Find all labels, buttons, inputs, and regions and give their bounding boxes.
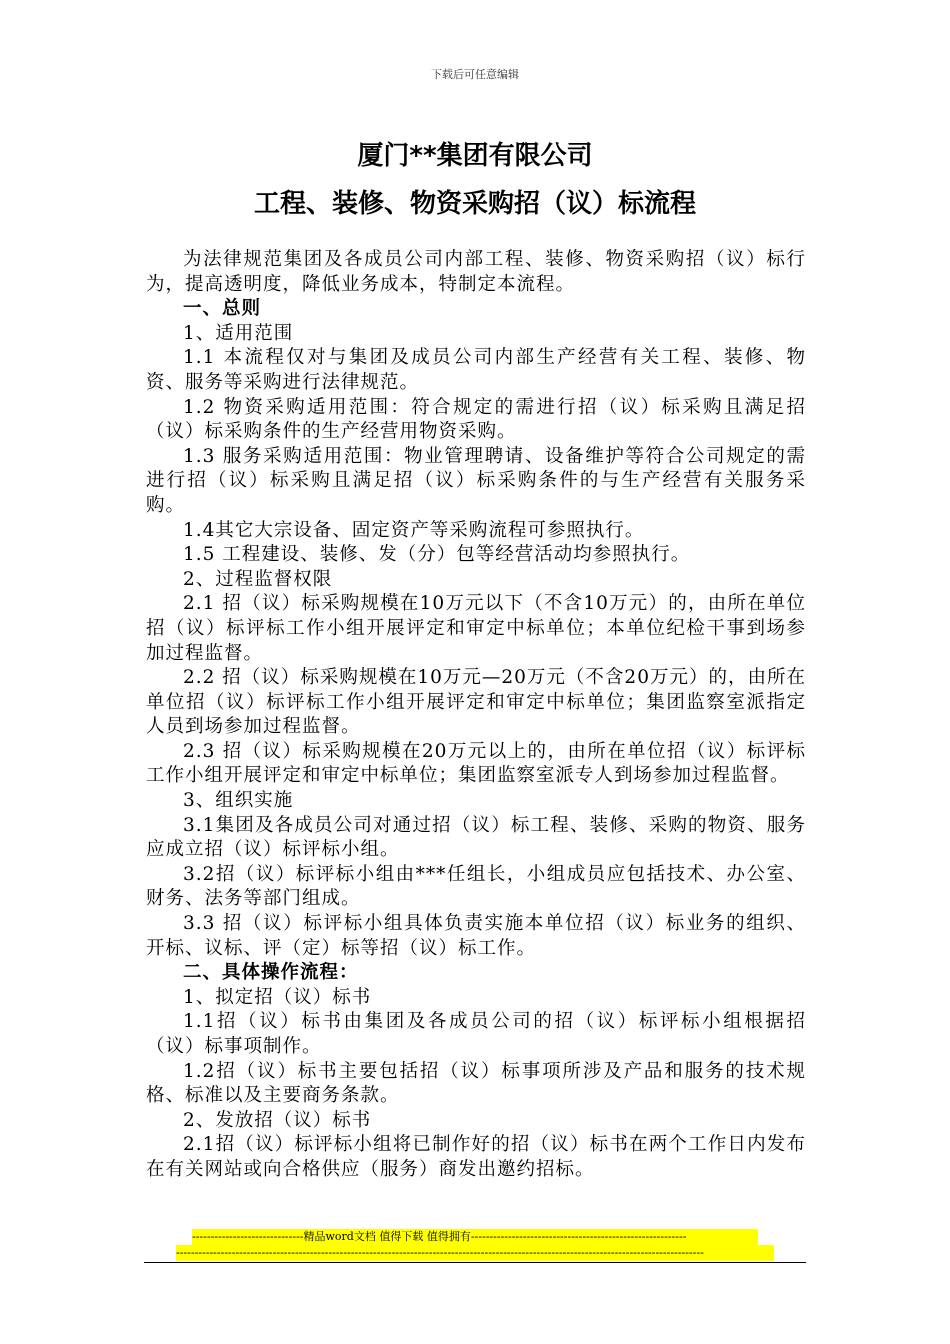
- body-paragraph: 2.2 招（议）标采购规模在10万元—20万元（不含20万元）的，由所在单位招（议）标评标工作小组开展评定和审定中标单位；集团监察室派指定人员到场参加过程监督。: [146, 667, 806, 738]
- subsection-heading: 3、组织实施: [183, 790, 294, 812]
- footer-banner: [176, 1229, 774, 1261]
- subsection-heading: 2、发放招（议）标书: [183, 1109, 372, 1131]
- header-note: 下载后可任意编辑: [431, 68, 519, 81]
- subsection-heading: 1、拟定招（议）标书: [183, 986, 372, 1008]
- body-paragraph: 3.1集团及各成员公司对通过招（议）标工程、装修、采购的物资、服务应成立招（议）标评标小组。: [146, 814, 806, 861]
- section-heading: 一、总则: [183, 298, 262, 320]
- body-paragraph: 1.3 服务采购适用范围：物业管理聘请、设备维护等符合公司规定的需进行招（议）标采购且满足招（议）标采购条件的与生产经营有关服务采购。: [146, 445, 806, 516]
- body-paragraph: 3.2招（议）标评标小组由***任组长，小组成员应包括技术、办公室、财务、法务等部门组成。: [146, 863, 806, 910]
- document-title-subject: 工程、装修、物资采购招（议）标流程: [253, 189, 696, 219]
- body-paragraph: 2.1 招（议）标采购规模在10万元以下（不含10万元）的，由所在单位招（议）标评标工作小组开展评定和审定中标单位；本单位纪检干事到场参加过程监督。: [146, 593, 806, 664]
- body-paragraph: 2.1招（议）标评标小组将已制作好的招（议）标书在两个工作日内发布在有关网站或向合格供应（服务）商发出邀约招标。: [146, 1134, 806, 1180]
- subsection-heading: 2、过程监督权限: [183, 568, 333, 590]
- body-paragraph: 为法律规范集团及各成员公司内部工程、装修、物资采购招（议）标行为，提高透明度，降低业务成本，特制定本流程。: [146, 249, 806, 295]
- body-paragraph: 1.1招（议）标书由集团及各成员公司的招（议）标评标小组根据招（议）标事项制作。: [146, 1011, 806, 1057]
- footer-rule: [144, 1262, 806, 1263]
- body-paragraph: 1.5 工程建设、装修、发（分）包等经营活动均参照执行。: [183, 544, 691, 566]
- body-paragraph: 1.1 本流程仅对与集团及成员公司内部生产经营有关工程、装修、物资、服务等采购进行法律规范。: [146, 347, 806, 393]
- body-paragraph: 2.3 招（议）标采购规模在20万元以上的，由所在单位招（议）标评标工作小组开展评定和审定中标单位；集团监察室派专人到场参加过程监督。: [146, 740, 806, 787]
- document-title-company: 厦门**集团有限公司: [357, 141, 593, 171]
- body-paragraph: 3.3 招（议）标评标小组具体负责实施本单位招（议）标业务的组织、开标、议标、评（定）标等招（议）标工作。: [146, 913, 806, 959]
- body-paragraph: 1.2 物资采购适用范围：符合规定的需进行招（议）标采购且满足招（议）标采购条件的生产经营用物资采购。: [146, 396, 806, 443]
- body-paragraph: 1.2招（议）标书主要包括招（议）标事项所涉及产品和服务的技术规格、标准以及主要商务条款。: [146, 1060, 806, 1107]
- body-paragraph: 1.4其它大宗设备、固定资产等采购流程可参照执行。: [183, 519, 645, 541]
- footer-promo-line: ------------------------------精品word文档 值得下载 值得拥有----------------------------------------------------------: [192, 1229, 758, 1245]
- subsection-heading: 1、适用范围: [183, 322, 294, 344]
- section-heading: 二、具体操作流程：: [183, 962, 359, 984]
- document-body: [146, 248, 806, 1183]
- footer-dash-line: ----------------------------------------------------------------------------------------------------------------------------------------------: [176, 1245, 774, 1261]
